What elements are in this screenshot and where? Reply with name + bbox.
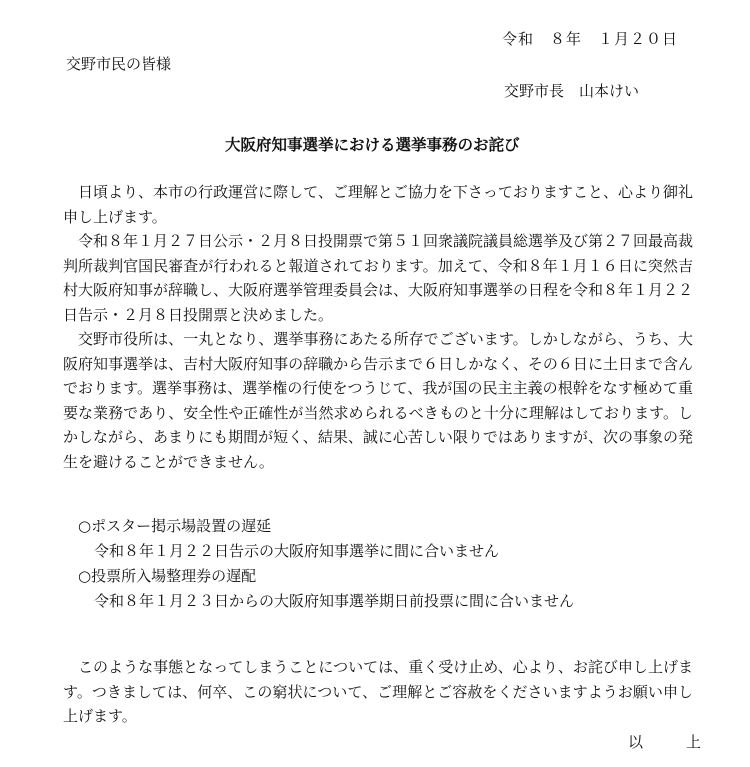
end-mark: 以 上 bbox=[628, 733, 716, 751]
closing-text bbox=[63, 655, 693, 729]
issue-item-heading: ○ポスター掲示場設置の遅延 bbox=[78, 517, 272, 535]
body-paragraph: 交野市役所は、一丸となり、選挙事務にあたる所存でございます。しかしながら、うち、大阪府知事選挙は、吉村大阪府知事の辞職から告示まで６日しかなく、その６日に土日まで含んでおります。選挙事務は、選挙権の行使をつうじて、我が国の民主主義の根幹をなす極めて重要な業務であり、安全性や正確性が当然求められるべきものと十分に理解はしております。しかしながら、あまりにも期間が短く、結果、誠に心苦しい限りではありますが、次の事象の発生を避けることができません。 bbox=[63, 330, 693, 471]
sender-line: 交野市長 山本けい bbox=[504, 82, 640, 100]
body-paragraph: 令和８年１月２７日公示・２月８日投開票で第５１回衆議院議員総選挙及び第２７回最高裁判所裁判官国民審査が行われると報道されております。加えて、令和８年１月１６日に突然吉村大阪府知事が辞職し、大阪府選挙管理委員会は、大阪府知事選挙の日程を令和８年１月２２日告示・２月８日投開票と決めました。 bbox=[63, 232, 694, 324]
document-date: 令和 ８年 １月２０日 bbox=[502, 30, 679, 48]
issue-item-detail: 令和８年１月２３日からの大阪府知事選挙期日前投票に間に合いません bbox=[94, 592, 575, 610]
body-paragraph: 日頃より、本市の行政運営に際して、ご理解とご協力を下さっておりますこと、心より御礼申し上げます。 bbox=[63, 183, 693, 226]
issue-item-detail: 令和８年１月２２日告示の大阪府知事選挙に間に合いません bbox=[94, 542, 500, 560]
document-title: 大阪府知事選挙における選挙事務のお詫び bbox=[225, 135, 520, 154]
issue-list bbox=[78, 514, 574, 614]
closing-paragraph: このような事態となってしまうことについては、重く受け止め、心より、お詫び申し上げます。つきましては、何卒、この窮状について、ご理解とご容赦をくださいますようお願い申し上げます。 bbox=[63, 658, 693, 725]
issue-item-heading: ○投票所入場整理券の遅配 bbox=[78, 567, 257, 585]
body-text bbox=[63, 180, 693, 474]
recipient-line: 交野市民の皆様 bbox=[66, 55, 172, 73]
